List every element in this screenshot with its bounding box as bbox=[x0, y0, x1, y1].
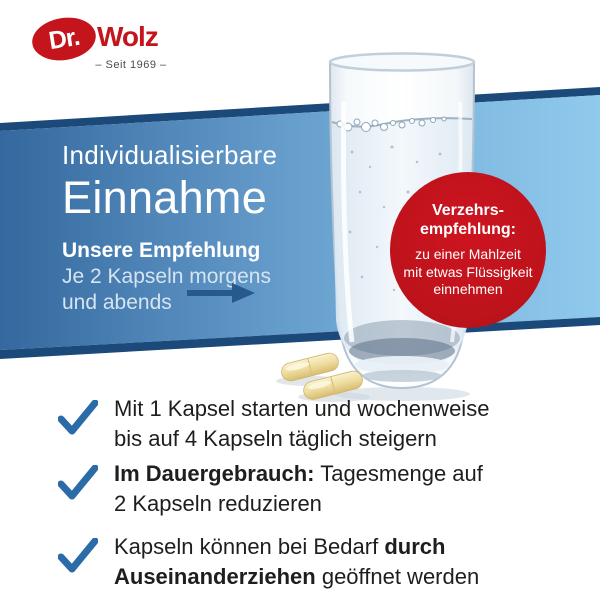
badge-body bbox=[403, 246, 532, 299]
checklist-line: Mit 1 Kapsel starten und wochenweise bbox=[114, 396, 490, 421]
logo-since-text: – Seit 1969 – bbox=[95, 59, 167, 71]
banner-subtitle: Unsere Empfehlung bbox=[62, 239, 261, 262]
checklist-line: bis auf 4 Kapseln täglich steigern bbox=[114, 426, 437, 451]
checklist-item-text bbox=[114, 394, 489, 454]
logo-wolz-text: Wolz bbox=[97, 21, 158, 52]
logo-ellipse bbox=[29, 13, 99, 64]
logo-dr-text: Dr. bbox=[46, 22, 82, 55]
badge-heading-line1: Verzehrs- bbox=[431, 202, 505, 220]
badge-body-line2: mit etwas Flüssigkeit bbox=[403, 263, 533, 280]
checklist-item bbox=[56, 394, 576, 454]
checklist-item-text bbox=[114, 532, 479, 592]
checklist-line: Kapseln können bei Bedarf durch bbox=[114, 534, 446, 559]
checklist-line: Im Dauergebrauch: Tagesmenge auf bbox=[114, 461, 483, 486]
check-icon bbox=[58, 538, 98, 574]
checklist-line: Auseinanderziehen geöffnet werden bbox=[114, 564, 480, 589]
check-icon bbox=[58, 400, 98, 436]
checklist bbox=[56, 394, 576, 592]
badge-body-line3: einnehmen bbox=[433, 281, 503, 298]
dosage-badge bbox=[390, 172, 546, 328]
arrow-right-icon bbox=[186, 282, 256, 304]
banner-title-line2: Einnahme bbox=[62, 172, 268, 223]
glass-rim bbox=[330, 54, 474, 71]
dr-wolz-logo bbox=[28, 12, 178, 74]
recommendation-line1: Je 2 Kapseln morgens bbox=[62, 265, 271, 288]
check-icon bbox=[58, 465, 98, 501]
badge-body-line1: zu einer Mahlzeit bbox=[415, 246, 521, 263]
checklist-item bbox=[56, 532, 576, 592]
badge-heading-line2: empfehlung: bbox=[420, 221, 516, 239]
checklist-line: 2 Kapseln reduzieren bbox=[114, 491, 322, 516]
checklist-item bbox=[56, 459, 576, 519]
recommendation-line2: und abends bbox=[62, 291, 172, 314]
checklist-item-text bbox=[114, 459, 483, 519]
banner-title-line1: Individualisierbare bbox=[62, 140, 278, 170]
